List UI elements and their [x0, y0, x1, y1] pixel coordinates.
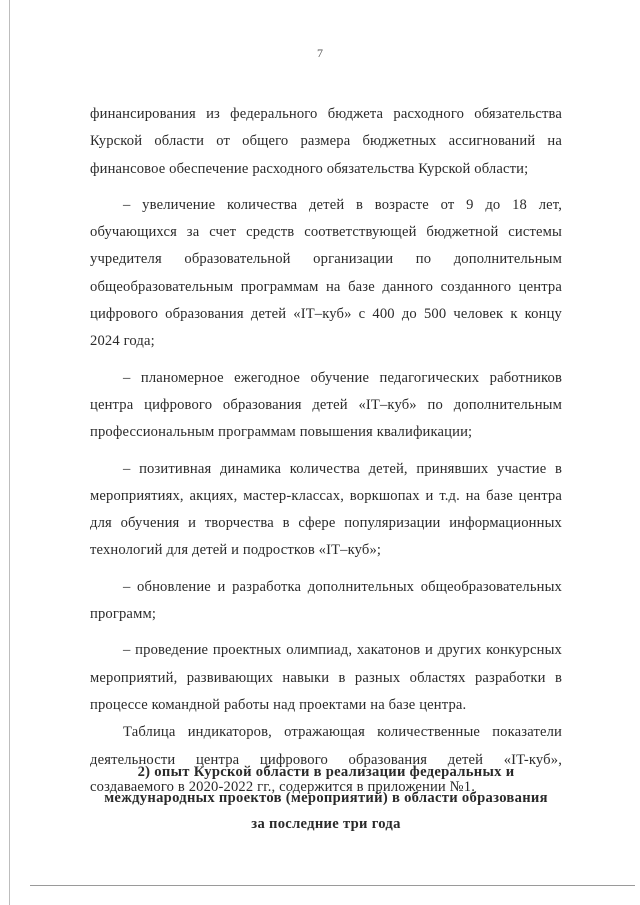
page-number: 7 — [317, 46, 323, 60]
section-heading: 2) опыт Курской области в реализации федеральных и международных проектов (мероприятий) в области образования за последние три года — [104, 764, 548, 832]
paragraph-positive-dynamics: – позитивная динамика количества детей, принявших участие в мероприятиях, акциях, мастер-классах, воркшопах и т.д. на базе центра для обучения и творчества в сфере популяризации информационных технологий для детей и подростков «IT–куб»; — [90, 460, 562, 559]
paragraph-olympiads: – проведение проектных олимпиад, хакатонов и других конкурсных мероприятий, развивающих навыки в разных областях разработки в процессе командной работы над проектами на базе центра. — [90, 642, 562, 713]
scan-left-edge — [9, 0, 10, 905]
body-text — [90, 101, 562, 801]
paragraph-program-update: – обновление и разработка дополнительных общеобразовательных программ; — [90, 578, 562, 623]
paragraph-children-increase: – увеличение количества детей в возрасте от 9 до 18 лет, обучающихся за счет средств соответствующей бюджетной системы учредителя образовательной организации по дополнительным общеобразовательным программам на базе данного созданного центра цифрового образования детей «IT–куб» с 400 до 500 человек к концу 2024 года; — [90, 196, 562, 350]
paragraph-funding-continuation: финансирования из федерального бюджета расходного обязательства Курской области от общего размера бюджетных ассигнований на финансовое обеспечение расходного обязательства Курской области; — [90, 106, 562, 177]
paragraph-indicators-table: Таблица индикаторов, отражающая количественные показатели деятельности центра цифрового образования детей «IT-куб», создаваемого в 2020-2022 гг., содержится в приложении №1. — [90, 724, 562, 795]
paragraph-teacher-training: – планомерное ежегодное обучение педагогических работников центра цифрового образования детей «IT–куб» по дополнительным профессиональным программам повышения квалификации; — [90, 369, 562, 441]
scan-bottom-edge — [30, 885, 635, 886]
